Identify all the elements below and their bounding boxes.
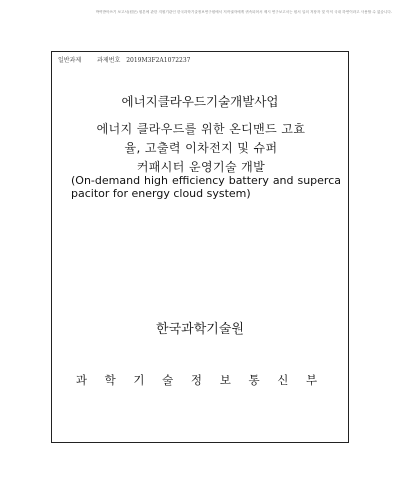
- ministry-name: 과 학 기 술 정 보 통 신 부: [75, 373, 325, 387]
- task-number: 2019M3F2A1072237: [126, 57, 191, 64]
- task-category: 일반과제: [58, 57, 82, 64]
- organization-name: 한국과학기술원: [156, 322, 244, 337]
- korean-title-line-2: 율, 고출력 이차전지 및 슈퍼: [124, 141, 278, 155]
- task-number-label: 과제번호: [97, 57, 121, 64]
- korean-report-title: [67, 120, 335, 177]
- korean-title-line-1: 에너지 클라우드를 위한 온디맨드 고효: [96, 122, 306, 136]
- program-title: 에너지클라우드기술개발사업: [121, 94, 279, 109]
- copyright-notice: 박여받아쓰기 보고서(원문) 원본에 관한 지원기관인 한국과학기술정보연구원에서 저작권자에게 귀속되어서 제시 연구보고서는 원서 입의 저장자 및 이익 국내 하연이라고 사용할 수 없습니다.: [95, 10, 392, 14]
- korean-title-line-3: 커패시터 운영기술 개발: [136, 160, 266, 174]
- task-meta-row: [58, 55, 190, 64]
- english-report-title: (On-demand high efficiency battery and supercapacitor for energy cloud system): [71, 174, 341, 200]
